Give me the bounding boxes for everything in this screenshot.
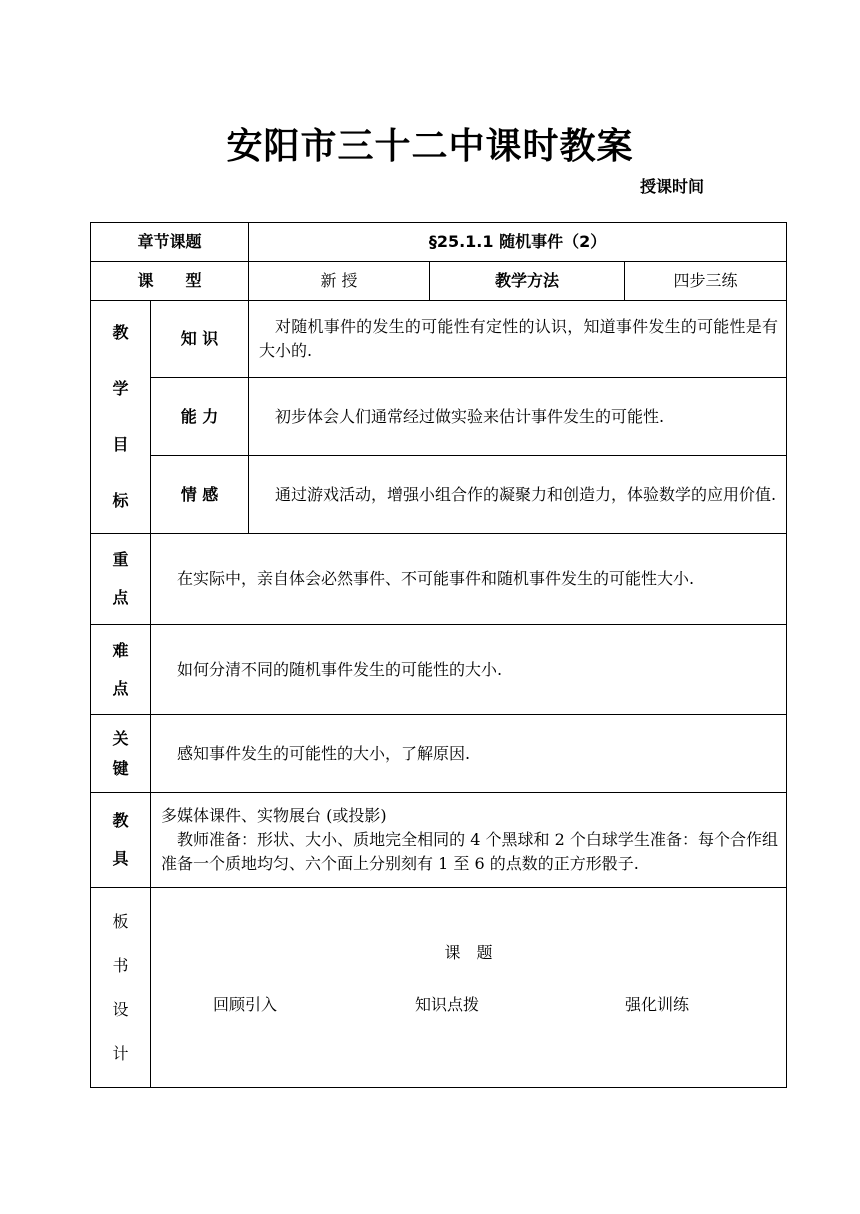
tools-cell (151, 793, 787, 888)
ability-text: 初步体会人们通常经过做实验来估计事件发生的可能性. (249, 378, 787, 456)
tools-row (91, 793, 787, 888)
page-title: 安阳市三十二中课时教案 (226, 125, 634, 167)
method-label: 教学方法 (430, 262, 625, 301)
board-item-review: 回顾引入 (213, 994, 278, 1014)
lesson-plan-table (90, 222, 787, 1088)
emotion-text: 通过游戏活动，增强小组合作的凝聚力和创造力，体验数学的应用价值. (249, 456, 787, 534)
key-text: 在实际中，亲自体会必然事件、不可能事件和随机事件发生的可能性大小. (151, 534, 787, 625)
knowledge-label: 知 识 (151, 301, 249, 378)
type-row (91, 262, 787, 301)
ability-row (91, 378, 787, 456)
type-label: 课 型 (91, 262, 249, 301)
knowledge-text: 对随机事件的发生的可能性有定性的认识，知道事件发生的可能性是有大小的. (249, 301, 787, 378)
difficulty-row (91, 625, 787, 715)
tools-label: 教 具 (91, 793, 151, 888)
board-title: 课 题 (444, 942, 493, 962)
crux-row (91, 715, 787, 793)
emotion-row (91, 456, 787, 534)
crux-text: 感知事件发生的可能性的大小，了解原因. (151, 715, 787, 793)
teach-time-label: 授课时间 (640, 177, 705, 196)
difficulty-label: 难 点 (91, 625, 151, 715)
chapter-value: §25.1.1 随机事件（2） (249, 223, 787, 262)
board-row (91, 888, 787, 1088)
knowledge-row (91, 301, 787, 378)
board-item-practice: 强化训练 (625, 994, 690, 1014)
key-row (91, 534, 787, 625)
type-value: 新 授 (249, 262, 430, 301)
crux-label: 关 键 (91, 715, 151, 793)
tools-line-2: 教师准备：形状、大小、质地完全相同的 4 个黑球和 2 个白球学生准备：每个合作组准备一个质地均匀、六个面上分别刻有 1 至 6 的点数的正方形骰子. (161, 830, 779, 873)
board-item-knowledge: 知识点拨 (415, 994, 480, 1014)
key-label: 重 点 (91, 534, 151, 625)
emotion-label: 情 感 (151, 456, 249, 534)
ability-label: 能 力 (151, 378, 249, 456)
chapter-label: 章节课题 (91, 223, 249, 262)
board-cell (151, 888, 787, 1088)
method-value: 四步三练 (625, 262, 787, 301)
tools-line-1: 多媒体课件、实物展台 (或投影) (161, 806, 387, 825)
chapter-row (91, 223, 787, 262)
board-label: 板 书 设 计 (91, 888, 151, 1088)
objectives-label: 教 学 目 标 (91, 301, 151, 534)
difficulty-text: 如何分清不同的随机事件发生的可能性的大小. (151, 625, 787, 715)
